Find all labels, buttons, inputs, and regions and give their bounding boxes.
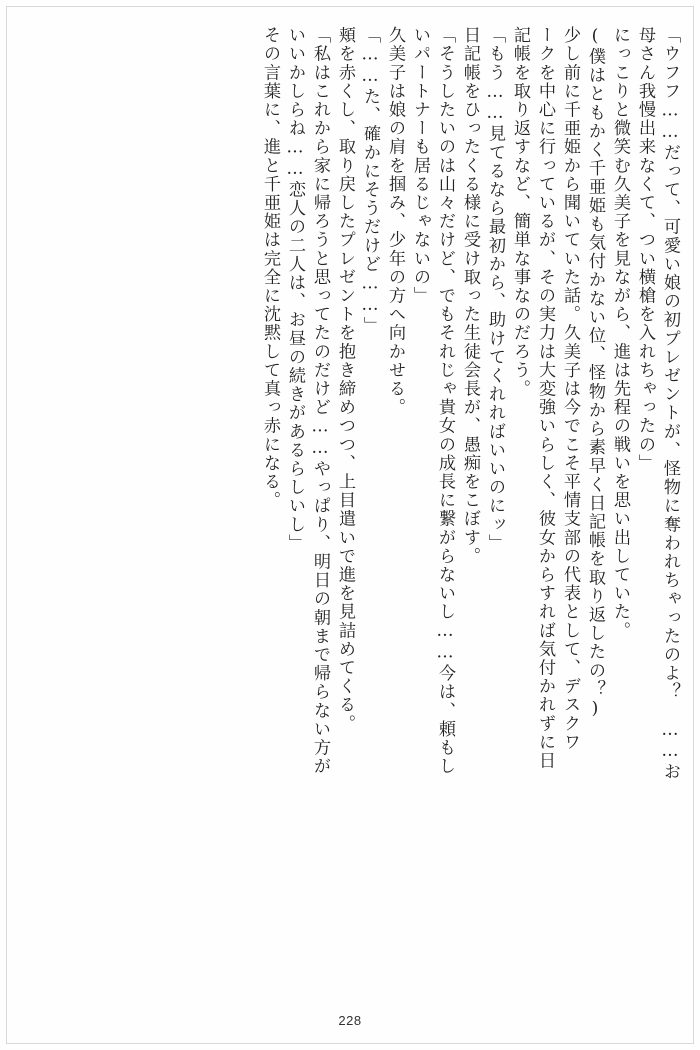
text-line: 頬を赤くし、取り戻したプレゼントを抱き締めつつ、上目遣いで進を見詰めてくる。 [335, 26, 355, 733]
text-line: 記帳を取り返すなど、簡単な事なのだろう。 [510, 26, 530, 398]
text-line: 「そうしたいのは山々だけど、でもそれじゃ貴女の成長に繋がらないし……今は、頼もし [435, 26, 455, 776]
text-line: いいかしらね……恋人の二人は、お昼の続きがあるらしいし」 [285, 26, 305, 553]
text-line: いパートナーも居るじゃないの」 [410, 26, 430, 305]
text-line: その言葉に、進と千亜姫は完全に沈黙して真っ赤になる。 [260, 26, 280, 510]
text-line: 久美子は娘の肩を掴み、少年の方へ向かせる。 [385, 26, 405, 417]
text-line: (僕はともかく千亜姫も気付かない位、怪物から素早く日記帳を取り返したの？) [585, 26, 605, 720]
text-line: ークを中心に行っているが、その実力は大変強いらしく、彼女からすれば気付かれずに日 [535, 26, 555, 770]
page-number: 228 [338, 1013, 362, 1028]
vertical-text-block [22, 26, 678, 986]
text-line: 「私はこれから家に帰ろうと思ってたのだけど……やっぱり、明日の朝まで帰らない方が [310, 26, 330, 776]
text-line: 「ウフフ……だって、可愛い娘の初プレゼントが、怪物に奪われちゃったのよ？ ……お [660, 26, 680, 782]
text-line: 少し前に千亜姫から聞いていた話。久美子は今でこそ平情支部の代表として、デスクワ [560, 26, 580, 752]
text-line: 日記帳をひったくる様に受け取った生徒会長が、愚痴をこぼす。 [460, 26, 480, 566]
text-line: 母さん我慢出来なくて、つい横槍を入れちゃったの」 [635, 26, 655, 473]
text-line: にっこりと微笑む久美子を見ながら、進は先程の戦いを思い出していた。 [610, 26, 630, 640]
text-line: 「もう……見てるなら最初から、助けてくれればいいのにッ」 [485, 26, 505, 553]
text-line: 「……た、確かにそうだけど……」 [360, 26, 380, 335]
